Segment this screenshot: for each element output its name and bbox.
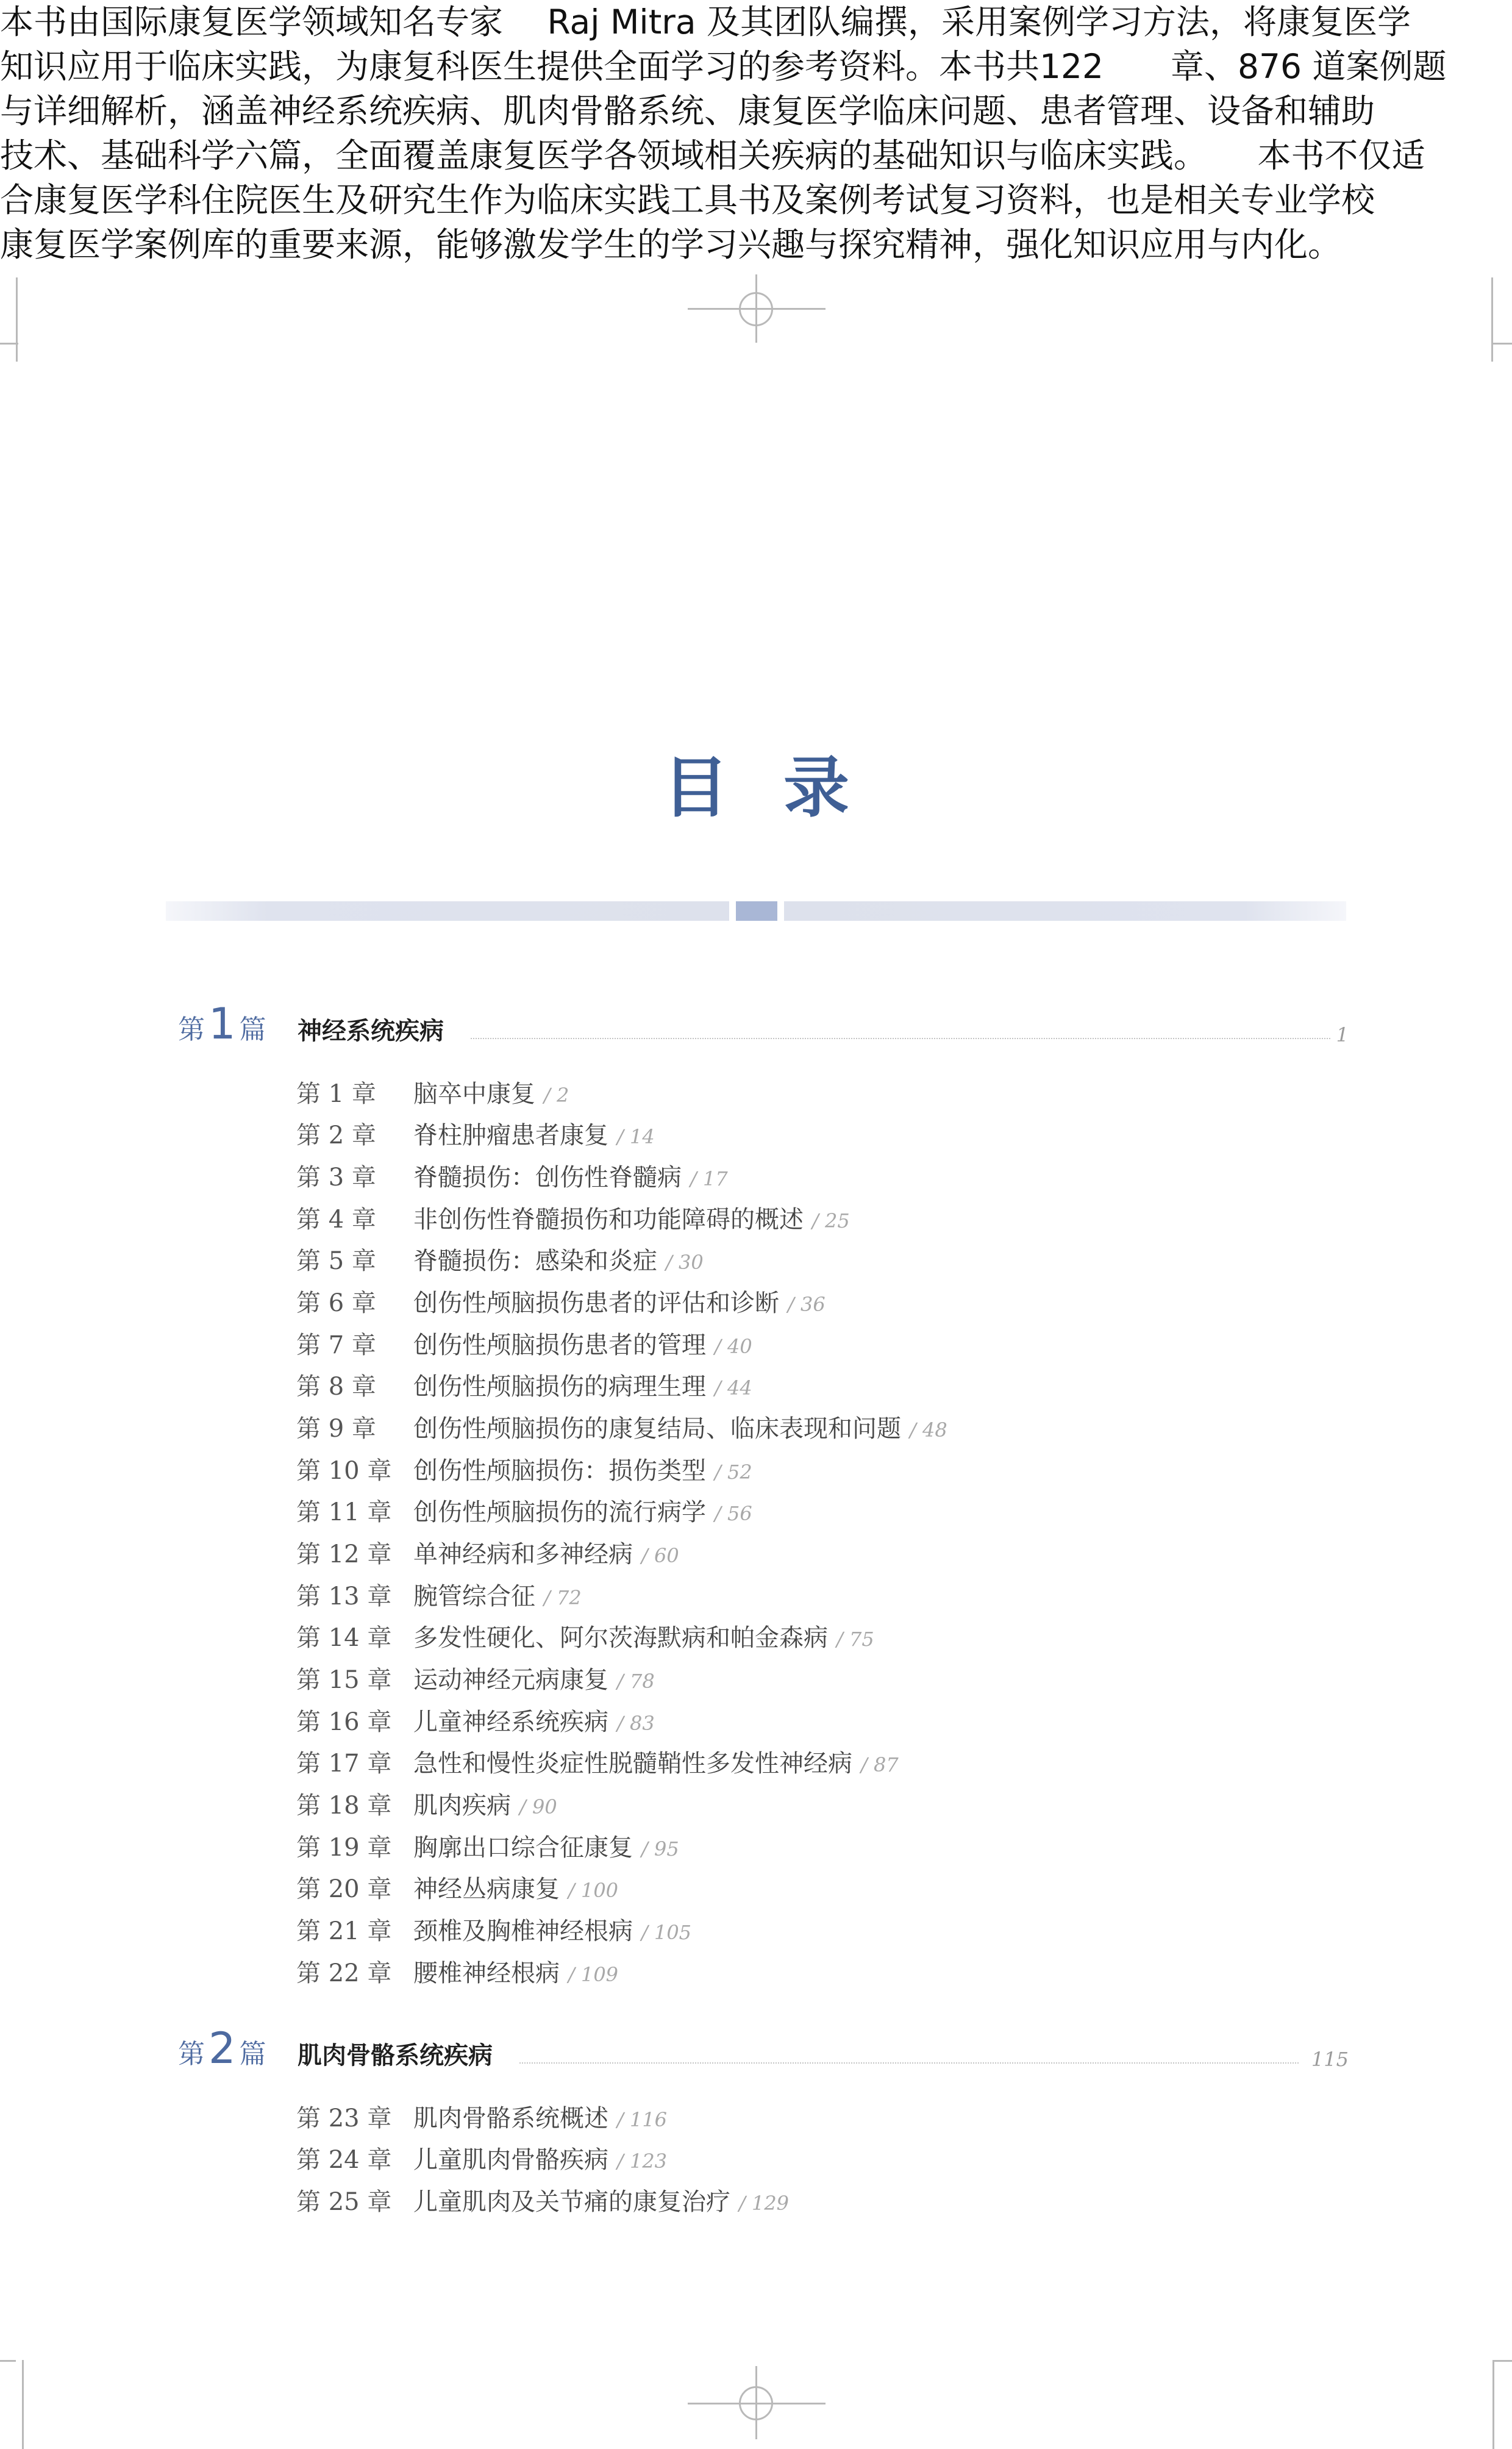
chapter-page: / 95 xyxy=(641,1837,679,1861)
chapter-number: 第 4 章 xyxy=(296,1206,376,1234)
chapter-page: / 14 xyxy=(617,1125,655,1148)
chapter-number: 第 22 章 xyxy=(296,1959,392,1987)
chapter-number: 第 12 章 xyxy=(296,1540,392,1568)
chapter-title: 脑卒中康复 xyxy=(413,1080,535,1108)
toc-chapter[interactable] xyxy=(296,1744,899,1776)
chapter-title: 儿童肌肉骨骼疾病 xyxy=(413,2146,608,2174)
chapter-number: 第 6 章 xyxy=(296,1289,376,1317)
toc-chapter[interactable] xyxy=(296,1577,582,1609)
title-divider-left xyxy=(166,901,729,921)
toc-chapter[interactable] xyxy=(296,1116,655,1148)
chapter-title: 颈椎及胸椎神经根病 xyxy=(413,1917,633,1945)
chapter-title: 腰椎神经根病 xyxy=(413,1959,560,1987)
chapter-title: 胸廓出口综合征康复 xyxy=(413,1834,633,1862)
toc-chapter[interactable] xyxy=(296,1326,752,1357)
chapter-title: 肌肉骨骼系统概述 xyxy=(413,2104,608,2133)
chapter-page: / 75 xyxy=(836,1628,874,1651)
chapter-title: 创伤性颅脑损伤患者的评估和诊断 xyxy=(413,1289,779,1317)
part-title: 肌肉骨骼系统疾病 xyxy=(298,2042,493,2070)
intro-line: 本书由国际康复医学领域知名专家 Raj Mitra 及其团队编撰，采用案例学习方法，将康复医学 xyxy=(0,2,1411,41)
chapter-title: 创伤性颅脑损伤的康复结局、临床表现和问题 xyxy=(413,1415,901,1443)
toc-chapter[interactable] xyxy=(296,2099,667,2131)
toc-chapter[interactable] xyxy=(296,2140,667,2172)
chapter-page: / 48 xyxy=(910,1418,947,1442)
toc-chapter[interactable] xyxy=(296,1493,752,1525)
chapter-number: 第 21 章 xyxy=(296,1917,392,1945)
intro-line: 合康复医学科住院医生及研究生作为临床实践工具书及案例考试复习资料，也是相关专业学校 xyxy=(0,181,1375,220)
toc-chapter[interactable] xyxy=(296,1828,679,1860)
chapter-page: / 129 xyxy=(739,2192,790,2215)
chapter-page: / 60 xyxy=(641,1544,679,1567)
chapter-title: 创伤性颅脑损伤的病理生理 xyxy=(413,1373,706,1401)
toc-chapter[interactable] xyxy=(296,1284,826,1315)
chapter-number: 第 3 章 xyxy=(296,1164,376,1192)
chapter-number: 第 20 章 xyxy=(296,1875,392,1903)
intro-line: 技术、基础科学六篇，全面覆盖康复医学各领域相关疾病的基础知识与临床实践。 本书不仅适 xyxy=(0,136,1425,175)
chapter-number: 第 11 章 xyxy=(296,1498,392,1526)
chapter-page: / 83 xyxy=(617,1712,655,1735)
title-divider-right xyxy=(784,901,1346,921)
chapter-page: / 30 xyxy=(666,1251,704,1274)
part-page: 115 xyxy=(1311,2048,1349,2071)
title-divider-center xyxy=(736,901,777,921)
intro-line: 知识应用于临床实践，为康复科医生提供全面学习的参考资料。本书共122 章、876 道案例题 xyxy=(0,47,1447,86)
toc-part-1[interactable] xyxy=(178,999,1349,1055)
chapter-page: / 100 xyxy=(568,1879,619,1902)
chapter-title: 运动神经元病康复 xyxy=(413,1666,608,1694)
toc-chapter[interactable] xyxy=(296,1074,569,1106)
chapter-number: 第 17 章 xyxy=(296,1750,392,1778)
chapter-title: 脊髓损伤：感染和炎症 xyxy=(413,1247,657,1275)
toc-chapter[interactable] xyxy=(296,1703,655,1734)
chapter-page: / 40 xyxy=(715,1335,752,1358)
part-page: 1 xyxy=(1336,1023,1349,1046)
toc-chapter[interactable] xyxy=(296,1954,618,1986)
chapter-number: 第 14 章 xyxy=(296,1624,392,1652)
chapter-title: 创伤性颅脑损伤：损伤类型 xyxy=(413,1457,706,1485)
chapter-number: 第 15 章 xyxy=(296,1666,392,1694)
chapter-number: 第 1 章 xyxy=(296,1080,376,1108)
chapter-number: 第 10 章 xyxy=(296,1457,392,1485)
chapter-number: 第 24 章 xyxy=(296,2146,392,2174)
part-title: 神经系统疾病 xyxy=(298,1017,444,1045)
toc-part-2[interactable] xyxy=(178,2023,1349,2079)
chapter-title: 神经丛病康复 xyxy=(413,1875,560,1903)
chapter-title: 脊髓损伤：创伤性脊髓病 xyxy=(413,1164,682,1192)
chapter-title: 肌肉疾病 xyxy=(413,1792,511,1820)
toc-chapter[interactable] xyxy=(296,1451,752,1483)
chapter-page: / 2 xyxy=(544,1084,569,1107)
chapter-number: 第 7 章 xyxy=(296,1331,376,1359)
intro-line: 与详细解析，涵盖神经系统疾病、肌肉骨骼系统、康复医学临床问题、患者管理、设备和辅助 xyxy=(0,91,1375,130)
chapter-number: 第 16 章 xyxy=(296,1708,392,1736)
chapter-page: / 52 xyxy=(715,1460,752,1484)
part-number: 第2 篇 xyxy=(178,2023,266,2073)
chapter-number: 第 13 章 xyxy=(296,1582,392,1611)
toc-chapter[interactable] xyxy=(296,1618,874,1650)
chapter-title: 儿童肌肉及关节痛的康复治疗 xyxy=(413,2188,730,2216)
intro-text xyxy=(0,0,1512,267)
toc-title: 目录 xyxy=(662,749,904,826)
chapter-title: 腕管综合征 xyxy=(413,1582,535,1611)
chapter-page: / 116 xyxy=(617,2108,668,2131)
leader-dots xyxy=(519,2062,1299,2064)
chapter-page: / 78 xyxy=(617,1670,655,1693)
leader-dots xyxy=(471,1038,1330,1039)
chapter-page: / 72 xyxy=(544,1586,582,1609)
toc-chapter[interactable] xyxy=(296,1242,704,1273)
chapter-title: 脊柱肿瘤患者康复 xyxy=(413,1121,608,1149)
toc-chapter[interactable] xyxy=(296,1661,655,1692)
chapter-page: / 36 xyxy=(788,1293,826,1316)
toc-chapter[interactable] xyxy=(296,1870,618,1901)
chapter-page: / 123 xyxy=(617,2150,668,2173)
chapter-number: 第 5 章 xyxy=(296,1247,376,1275)
chapter-page: / 109 xyxy=(568,1963,619,1986)
chapter-title: 非创伤性脊髓损伤和功能障碍的概述 xyxy=(413,1206,804,1234)
chapter-number: 第 19 章 xyxy=(296,1834,392,1862)
toc-chapter[interactable] xyxy=(296,1367,752,1399)
part-number: 第1 篇 xyxy=(178,999,266,1049)
toc-chapter[interactable] xyxy=(296,1912,691,1943)
chapter-title: 儿童神经系统疾病 xyxy=(413,1708,608,1736)
toc-chapter[interactable] xyxy=(296,1409,947,1441)
chapter-page: / 90 xyxy=(519,1795,557,1818)
chapter-page: / 87 xyxy=(861,1753,899,1776)
chapter-title: 创伤性颅脑损伤患者的管理 xyxy=(413,1331,706,1359)
chapter-number: 第 18 章 xyxy=(296,1792,392,1820)
chapter-page: / 25 xyxy=(812,1209,850,1232)
chapter-number: 第 8 章 xyxy=(296,1373,376,1401)
chapter-page: / 56 xyxy=(715,1502,752,1525)
chapter-number: 第 9 章 xyxy=(296,1415,376,1443)
chapter-title: 急性和慢性炎症性脱髓鞘性多发性神经病 xyxy=(413,1750,852,1778)
chapter-title: 单神经病和多神经病 xyxy=(413,1540,633,1568)
toc-chapter[interactable] xyxy=(296,1158,728,1190)
chapter-page: / 17 xyxy=(690,1167,728,1190)
toc-chapter[interactable] xyxy=(296,2183,789,2214)
chapter-number: 第 2 章 xyxy=(296,1121,376,1149)
toc-chapter[interactable] xyxy=(296,1535,679,1567)
toc-chapter[interactable] xyxy=(296,1786,557,1818)
chapter-number: 第 25 章 xyxy=(296,2188,392,2216)
chapter-page: / 44 xyxy=(715,1376,752,1400)
chapter-title: 多发性硬化、阿尔茨海默病和帕金森病 xyxy=(413,1624,828,1652)
chapter-number: 第 23 章 xyxy=(296,2104,392,2133)
chapter-title: 创伤性颅脑损伤的流行病学 xyxy=(413,1498,706,1526)
intro-line: 康复医学案例库的重要来源，能够激发学生的学习兴趣与探究精神，强化知识应用与内化。 xyxy=(0,225,1342,264)
chapter-page: / 105 xyxy=(641,1921,692,1944)
toc-chapter[interactable] xyxy=(296,1200,850,1232)
